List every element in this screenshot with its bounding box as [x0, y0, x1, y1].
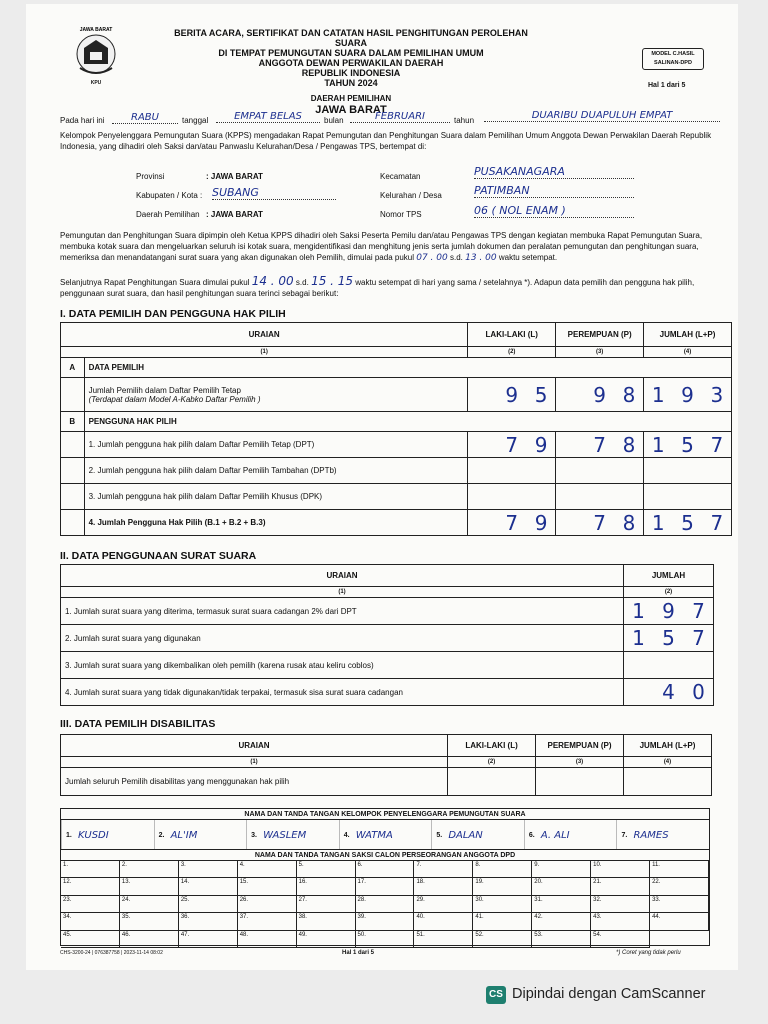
s3-num-1: (1) [61, 757, 448, 768]
col-uraian: URAIAN [61, 323, 468, 347]
s2-col-uraian: URAIAN [61, 565, 624, 587]
saksi-cell: 54. [591, 931, 650, 948]
saksi-cell: 35. [120, 913, 179, 930]
kpps-number: 2. [158, 832, 165, 839]
col-num-3: (3) [556, 347, 644, 358]
saksi-cell: 40. [414, 913, 473, 930]
scanner-bar [0, 972, 768, 1024]
kpps-number: 3. [251, 832, 257, 839]
col-num-4: (4) [644, 347, 732, 358]
label-tahun: tahun [454, 116, 475, 125]
footer-code: CHS-3200-24 | 076387758 | 2023-11-14 08:02 [60, 950, 163, 956]
saksi-cell: 16. [297, 878, 356, 895]
saksi-cell: 15. [238, 878, 297, 895]
kpps-name: KUSDI [78, 830, 109, 841]
s2-row-4-label: 4. Jumlah surat suara yang tidak digunakan/tidak terpakai, termasuk sisa surat suara cadangan [61, 679, 624, 706]
page-indicator: Hal 1 dari 5 [648, 82, 686, 89]
kpps-signature [524, 820, 617, 849]
saksi-cell: 18. [414, 878, 473, 895]
kpps-number: 4. [343, 832, 350, 839]
saksi-cell: 26. [238, 896, 297, 913]
kelurahan-value: PATIMBAN [474, 184, 634, 198]
saksi-cell: 36. [179, 913, 238, 930]
label-waktu: waktu setempat. [498, 253, 558, 262]
section-2-title: II. DATA PENGGUNAAN SURAT SUARA [60, 550, 257, 562]
tps-label: Nomor TPS [380, 210, 422, 219]
saksi-cell: 7. [414, 861, 473, 878]
saksi-cell: 25. [179, 896, 238, 913]
footer-note: *) Coret yang tidak perlu [616, 950, 681, 956]
kpps-name: A. ALI [540, 830, 570, 841]
saksi-cell: 1. [61, 861, 120, 878]
s3-col-perempuan: PEREMPUAN (P) [536, 735, 624, 757]
s3-num-3: (3) [536, 757, 624, 768]
saksi-cell: 44. [650, 913, 709, 930]
saksi-cell: 33. [650, 896, 709, 913]
saksi-cell: 28. [356, 896, 415, 913]
saksi-cell: 42. [532, 913, 591, 930]
saksi-cell: 13. [120, 878, 179, 895]
model-label: MODEL C.HASIL [651, 51, 695, 57]
saksi-cell: 3. [179, 861, 238, 878]
saksi-cell: 37. [238, 913, 297, 930]
section-3-title: III. DATA PEMILIH DISABILITAS [60, 718, 216, 730]
col-jumlah: JUMLAH (L+P) [644, 323, 732, 347]
daerah-value: : JAWA BARAT [206, 210, 263, 219]
saksi-cell: 17. [356, 878, 415, 895]
saksi-cell: 38. [297, 913, 356, 930]
saksi-cell: 12. [61, 878, 120, 895]
count-end-time: 15 . 15 [311, 274, 354, 288]
kecamatan-value: PUSAKANAGARA [474, 165, 634, 179]
kabupaten-label: Kabupaten / Kota : [136, 191, 203, 200]
saksi-cell: 14. [179, 878, 238, 895]
saksi-cell: 6. [356, 861, 415, 878]
saksi-cell: 8. [473, 861, 532, 878]
s3-col-uraian: URAIAN [61, 735, 448, 757]
b3-label: 3. Jumlah pengguna hak pilih dalam Daftar Pemilih Khusus (DPK) [84, 484, 468, 510]
saksi-cell: 24. [120, 896, 179, 913]
count-start-time: 14 . 00 [251, 274, 294, 288]
s2-num-1: (1) [61, 587, 624, 598]
saksi-cell: 52. [473, 931, 532, 948]
date-value: EMPAT BELAS [216, 111, 320, 123]
label-sd-2: s.d. [295, 278, 309, 287]
document-sheet [26, 4, 738, 970]
kpps-signature [61, 820, 154, 849]
kpps-name: DALAN [448, 830, 483, 841]
saksi-cell: 51. [414, 931, 473, 948]
dpt-note: (Terdapat dalam Model A-Kabko Daftar Pemilih ) [88, 394, 261, 404]
saksi-cell: 27. [297, 896, 356, 913]
region-label: DAERAH PEMILIHAN [310, 94, 392, 103]
procedure-paragraph [60, 230, 724, 264]
label-pada-hari: Pada hari ini [60, 116, 105, 125]
saksi-cell: 10. [591, 861, 650, 878]
section-2-table: URAIAN JUMLAH (1) (2) 1. Jumlah surat suara yang diterima, termasuk surat suara cadangan 2% dari DPT 1 9 7 2. Jumlah surat suara yang digunakan 1 5 7 3. Jumlah surat suara yang dikembalikan oleh pemilih (karena rusak atau keliru coblos) 4. Jumlah surat suara yang tidak digunakan/tidak terpakai, termasuk sisa surat suara cadangan 4 0 [60, 564, 714, 706]
dpt-label: Jumlah Pemilih dalam Daftar Pemilih Tetap [88, 385, 241, 395]
kpps-number: 1. [66, 832, 72, 839]
saksi-cell: 9. [532, 861, 591, 878]
col-perempuan: PEREMPUAN (P) [556, 323, 644, 347]
section-1-table: URAIAN LAKI-LAKI (L) PEREMPUAN (P) JUMLAH (L+P) (1) (2) (3) (4) A DATA PEMILIH Jumlah Pemilih dalam Daftar Pemilih Tetap (Terdapat dalam Model A-Kabko Daftar Pemilih ) 9 5 9 8 1 9 3 B PENGGUNA HAK PILIH 1. Jumlah pengguna hak pilih dalam Daftar Pemilih Tetap (DPT) 7 9 7 8 1 5 7 2. Jumlah pengguna hak pilih dalam Daftar Pemilih Tambahan (DPTb) 3. Jumlah pengguna hak pilih dalam Daftar Pemilih Khusus (DPK) 4. Jumlah Pengguna Hak Pilih (B.1 + B.2 + B.3) 7 9 7 8 1 5 7 [60, 322, 732, 536]
col-num-1: (1) [61, 347, 468, 358]
kpps-name: AL'IM [170, 830, 198, 841]
s2-col-jumlah: JUMLAH [624, 565, 714, 587]
provinsi-label: Provinsi [136, 172, 165, 181]
label-bulan: bulan [324, 116, 344, 125]
col-laki: LAKI-LAKI (L) [468, 323, 556, 347]
kpu-logo [70, 20, 122, 90]
daerah-label: Daerah Pemilihan [136, 210, 200, 219]
section-1-title: I. DATA PEMILIH DAN PENGGUNA HAK PILIH [60, 308, 286, 320]
footer-page: Hal 1 dari 5 [342, 950, 375, 956]
s2-row-2-label: 2. Jumlah surat suara yang digunakan [61, 625, 624, 652]
saksi-cell: 34. [61, 913, 120, 930]
s3-num-2: (2) [448, 757, 536, 768]
row-a-letter: A [61, 358, 85, 378]
s3-col-jumlah: JUMLAH (L+P) [623, 735, 711, 757]
s3-row-label: Jumlah seluruh Pemilih disabilitas yang menggunakan hak pilih [61, 768, 448, 796]
count-text: Selanjutnya Rapat Penghitungan Suara dimulai pukul [60, 278, 250, 287]
row-b-title: PENGGUNA HAK PILIH [84, 412, 731, 432]
row-dpt-label [84, 378, 468, 412]
count-text-end: waktu setempat di hari yang sama / setelahnya *). Adapun data pemilih dan pengguna hak pilih, penggunaan surat suara, dan hasil penghitungan suara terinci sebagai berikut: [60, 278, 695, 298]
row-a-title: DATA PEMILIH [84, 358, 731, 378]
saksi-cell: 5. [297, 861, 356, 878]
label-sd: s.d. [449, 253, 463, 262]
kpps-signature [616, 820, 709, 849]
logo-bottom-text: KPU [90, 80, 102, 86]
kpps-name: RAMES [633, 830, 669, 841]
col-num-2: (2) [468, 347, 556, 358]
saksi-cell: 29. [414, 896, 473, 913]
tps-value: 06 ( NOL ENAM ) [474, 204, 634, 218]
saksi-cell: 39. [356, 913, 415, 930]
document-title [166, 28, 536, 117]
start-time: 07 . 00 [416, 253, 448, 263]
signature-block [60, 808, 710, 946]
s2-row-3-label: 3. Jumlah surat suara yang dikembalikan oleh pemilih (karena rusak atau keliru coblos) [61, 652, 624, 679]
title-line-4: REPUBLIK INDONESIA [301, 68, 401, 78]
kpps-signature [339, 820, 432, 849]
provinsi-value: : JAWA BARAT [206, 172, 263, 181]
saksi-cell: 53. [532, 931, 591, 948]
s3-col-laki: LAKI-LAKI (L) [448, 735, 536, 757]
saksi-cell: 47. [179, 931, 238, 948]
saksi-cell: 46. [120, 931, 179, 948]
kpps-signature [154, 820, 247, 849]
year-value: DUARIBU DUAPULUH EMPAT [484, 110, 720, 122]
kecamatan-label: Kecamatan [380, 172, 421, 181]
title-line-5: TAHUN 2024 [324, 78, 378, 88]
saksi-cell: 30. [473, 896, 532, 913]
title-line-1: BERITA ACARA, SERTIFIKAT DAN CATATAN HASIL PENGHITUNGAN PEROLEHAN SUARA [174, 28, 528, 48]
saksi-cell: 4. [238, 861, 297, 878]
kpps-number: 5. [436, 832, 443, 839]
logo-top-text: JAWA BARAT [79, 27, 113, 33]
month-value: FEBRUARI [350, 111, 450, 123]
procedure-text: Pemungutan dan Penghitungan Suara dipimpin oleh Ketua KPPS dihadiri oleh Saksi Peserta Pemilu dan/atau Pengawas TPS dengan kegiatan membuka Rapat Pemungutan Suara, membuka kotak suara dan mengeluarkan seluruh isi kotak suara, mengidentifikasi dan menghitung jenis serta jumlah dokumen dan peralatan pemungutan dan penghitungan suara, memeriksa dan menandatangani surat suara yang akan digunakan oleh Pemilih, dimulai pada pukul [60, 231, 703, 262]
kpps-number: 7. [621, 832, 628, 839]
camscanner-icon: CS [486, 986, 506, 1004]
saksi-cell: 41. [473, 913, 532, 930]
saksi-cell: 2. [120, 861, 179, 878]
saksi-cell: 49. [297, 931, 356, 948]
end-time: 13 . 00 [465, 253, 497, 263]
intro-paragraph: Kelompok Penyelenggara Pemungutan Suara (KPPS) mengadakan Rapat Pemungutan dan Penghitungan Suara dalam Pemilihan Umum Anggota Dewan Perwakilan Daerah Republik Indonesia, yang dihadiri oleh Saksi dan/atau Panwaslu Kelurahan/Desa / Pengawas TPS, bertempat di: [60, 131, 712, 151]
kpps-signatures [61, 820, 709, 850]
kelurahan-label: Kelurahan / Desa [380, 191, 442, 200]
s2-num-2: (2) [624, 587, 714, 598]
kpps-number: 6. [528, 832, 535, 839]
kabupaten-value: SUBANG [212, 186, 336, 200]
saksi-cell: 23. [61, 896, 120, 913]
kpps-name: WATMA [355, 830, 393, 841]
kpps-signature [431, 820, 524, 849]
day-value: RABU [112, 112, 178, 124]
region-value: JAWA BARAT [315, 104, 387, 116]
saksi-cell: 48. [238, 931, 297, 948]
saksi-cell: 11. [650, 861, 709, 878]
saksi-cell: 22. [650, 878, 709, 895]
model-sublabel: SALINAN-DPD [654, 60, 692, 66]
section-3-table [60, 734, 712, 796]
kpps-signature [246, 820, 339, 849]
saksi-cell: 50. [356, 931, 415, 948]
title-line-3: ANGGOTA DEWAN PERWAKILAN DAERAH [258, 58, 444, 68]
saksi-title: NAMA DAN TANDA TANGAN SAKSI CALON PERSEORANGAN ANGGOTA DPD [61, 850, 709, 861]
saksi-cell: 21. [591, 878, 650, 895]
s3-num-4: (4) [623, 757, 711, 768]
s2-row-1-label: 1. Jumlah surat suara yang diterima, termasuk surat suara cadangan 2% dari DPT [61, 598, 624, 625]
title-line-2: DI TEMPAT PEMUNGUTAN SUARA DALAM PEMILIHAN UMUM [218, 48, 484, 58]
label-tanggal: tanggal [182, 116, 209, 125]
kpps-name: WASLEM [263, 830, 307, 841]
saksi-cell: 43. [591, 913, 650, 930]
saksi-cell: 32. [591, 896, 650, 913]
b2-label: 2. Jumlah pengguna hak pilih dalam Daftar Pemilih Tambahan (DPTb) [84, 458, 468, 484]
saksi-cell: 20. [532, 878, 591, 895]
kpps-title: NAMA DAN TANDA TANGAN KELOMPOK PENYELENGGARA PEMUNGUTAN SUARA [61, 809, 709, 820]
model-box [642, 48, 704, 70]
saksi-cell: 19. [473, 878, 532, 895]
b1-label: 1. Jumlah pengguna hak pilih dalam Daftar Pemilih Tetap (DPT) [84, 432, 468, 458]
row-b-letter: B [61, 412, 85, 432]
saksi-cell: 45. [61, 931, 120, 948]
b4-label: 4. Jumlah Pengguna Hak Pilih (B.1 + B.2 + B.3) [84, 510, 468, 536]
camscanner-text: Dipindai dengan CamScanner [512, 986, 706, 1002]
saksi-grid [61, 861, 709, 948]
count-paragraph [60, 276, 724, 299]
saksi-cell: 31. [532, 896, 591, 913]
